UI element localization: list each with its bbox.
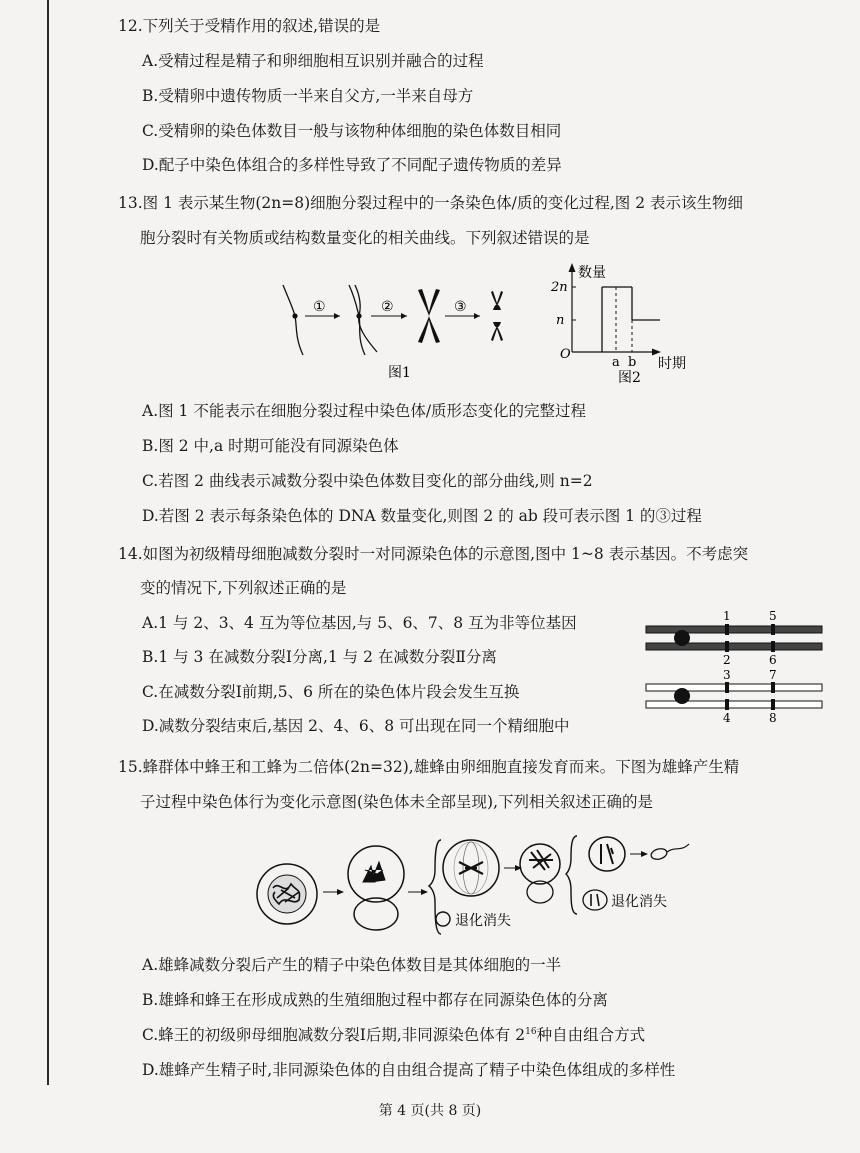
q14-option-a: A.1 与 2、3、4 互为等位基因,与 5、6、7、8 互为非等位基因 [142, 614, 577, 632]
gene-label-5: 5 [769, 609, 777, 623]
q13-stem-line1: 13.图 1 表示某生物(2n=8)细胞分裂过程中的一条染色体/质的变化过程,图 2 表示该生物细 [118, 194, 744, 212]
q15-option-c-text: C.蜂王的初级卵母细胞减数分裂Ⅰ后期,非同源染色体有 [142, 1026, 511, 1044]
fig15-label-degenerate-1: 退化消失 [455, 913, 511, 929]
gene-label-2: 2 [723, 653, 731, 667]
q15-option-c [142, 1025, 645, 1045]
q13-option-b: B.图 2 中,a 时期可能没有同源染色体 [142, 437, 399, 455]
q12-option-d: D.配子中染色体组合的多样性导致了不同配子遗传物质的差异 [142, 156, 562, 174]
gene-label-1: 1 [723, 609, 731, 623]
q14-option-d: D.减数分裂结束后,基因 2、4、6、8 可出现在同一个精细胞中 [142, 717, 570, 735]
q13-option-c: C.若图 2 曲线表示减数分裂中染色体数目变化的部分曲线,则 n=2 [142, 472, 593, 490]
q12-option-b: B.受精卵中遗传物质一半来自父方,一半来自母方 [142, 87, 474, 105]
q15-option-c-suffix: 种自由组合方式 [536, 1026, 646, 1044]
q13-stem-line2: 胞分裂时有关物质或结构数量变化的相关曲线。下列叙述错误的是 [140, 229, 590, 247]
gene-label-6: 6 [769, 653, 777, 667]
q15-option-d: D.雄蜂产生精子时,非同源染色体的自由组合提高了精子中染色体组成的多样性 [142, 1061, 676, 1079]
fig1-step3: ③ [454, 299, 467, 315]
q12-option-c: C.受精卵的染色体数目一般与该物种体细胞的染色体数目相同 [142, 122, 562, 140]
fig1-caption: 图1 [388, 365, 411, 381]
fig2-xtick-a: a [612, 355, 620, 370]
binding-margin-line [47, 0, 49, 1085]
gene-label-8: 8 [769, 711, 777, 725]
q13-option-d: D.若图 2 表示每条染色体的 DNA 数量变化,则图 2 的 ab 段可表示图 1 的③过程 [142, 507, 702, 525]
fig15-label-degenerate-2: 退化消失 [611, 894, 667, 910]
fig1-step1: ① [313, 299, 326, 315]
q15-option-c-power-base: 2 [515, 1026, 526, 1044]
q14-stem-line2: 变的情况下,下列叙述正确的是 [140, 579, 347, 597]
q13-option-a: A.图 1 不能表示在细胞分裂过程中染色体/质形态变化的完整过程 [142, 402, 587, 420]
q14-option-c: C.在减数分裂Ⅰ前期,5、6 所在的染色体片段会发生互换 [142, 683, 520, 701]
q15-option-c-power-exp: 16 [525, 1026, 537, 1037]
q14-option-b: B.1 与 3 在减数分裂Ⅰ分离,1 与 2 在减数分裂Ⅱ分离 [142, 648, 497, 666]
q15-option-a: A.雄蜂减数分裂后产生的精子中染色体数目是其体细胞的一半 [142, 956, 562, 974]
fig2-xtick-b: b [628, 355, 637, 370]
q15-spermatogenesis-figure [255, 830, 695, 942]
q13-figure2 [548, 260, 698, 390]
q12-stem: 12.下列关于受精作用的叙述,错误的是 [118, 17, 381, 35]
fig2-ytick-n: n [556, 313, 565, 328]
q15-stem-line2: 子过程中染色体行为变化示意图(染色体未全部呈现),下列相关叙述正确的是 [140, 793, 654, 811]
fig2-origin: O [560, 347, 571, 362]
gene-label-3: 3 [723, 668, 731, 682]
q12-option-a: A.受精过程是精子和卵细胞相互识别并融合的过程 [142, 52, 484, 70]
gene-label-7: 7 [769, 668, 777, 682]
q13-figure1 [275, 280, 525, 385]
fig2-xlabel: 时期 [658, 356, 686, 372]
q15-stem-line1: 15.蜂群体中蜂王和工蜂为二倍体(2n=32),雄蜂由卵细胞直接发育而来。下图为雄蜂产生精 [118, 758, 740, 776]
fig1-step2: ② [381, 299, 394, 315]
fig2-caption: 图2 [618, 370, 641, 386]
fig2-ytick-2n: 2n [551, 280, 568, 295]
page-footer: 第 4 页(共 8 页) [378, 1103, 482, 1119]
gene-label-4: 4 [723, 711, 731, 725]
q15-option-b: B.雄蜂和蜂王在形成成熟的生殖细胞过程中都存在同源染色体的分离 [142, 991, 608, 1009]
fig2-ylabel: 数量 [578, 265, 606, 281]
q14-chromosome-figure [644, 608, 826, 728]
q14-stem-line1: 14.如图为初级精母细胞减数分裂时一对同源染色体的示意图,图中 1~8 表示基因。不考虑突 [118, 545, 749, 563]
